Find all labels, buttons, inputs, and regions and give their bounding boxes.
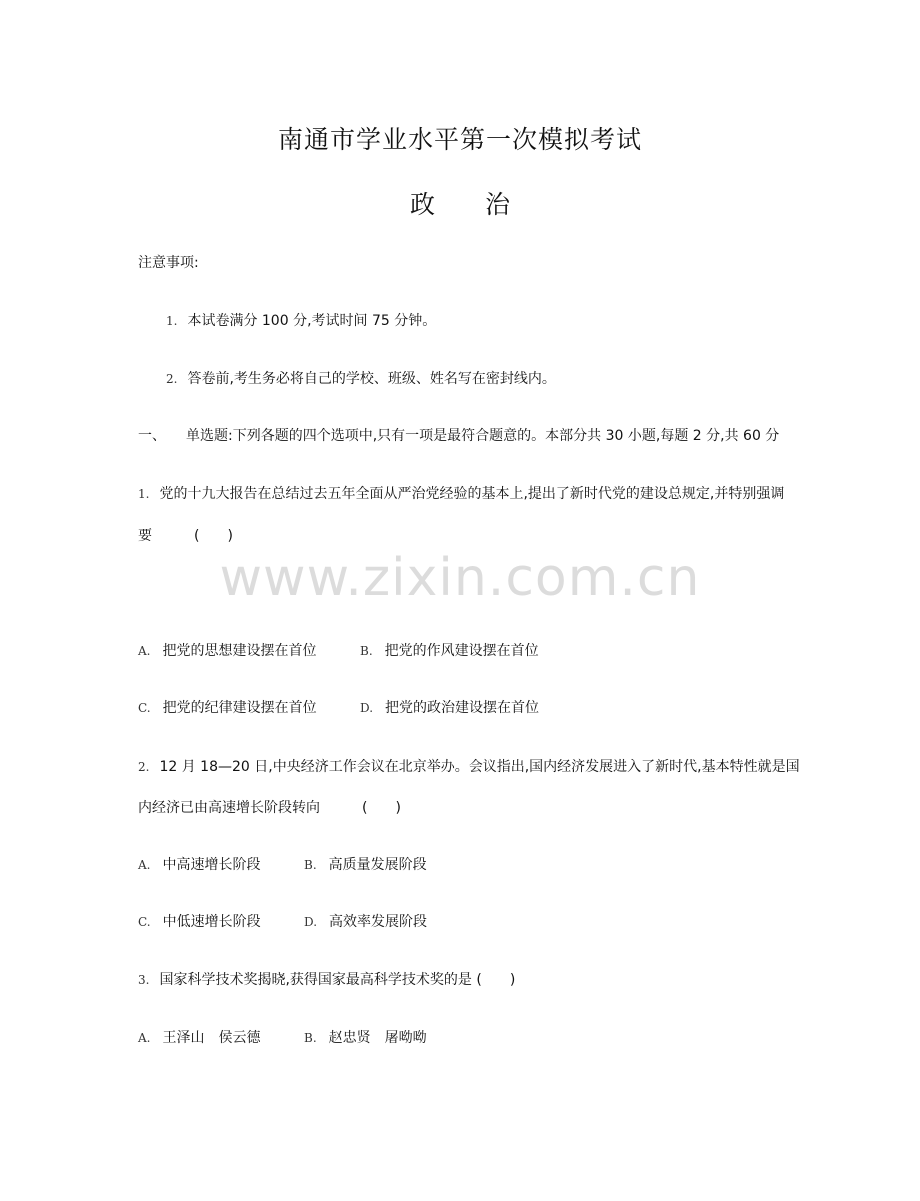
question-stem — [138, 969, 515, 989]
notice-item-text: 答卷前,考生务必将自己的学校、班级、姓名写在密封线内。 — [187, 371, 556, 387]
option-text: 把党的思想建设摆在首位 — [162, 643, 317, 659]
question-text: 国家科学技术奖揭晓,获得国家最高科学技术奖的是 ( ) — [159, 972, 516, 988]
answer-option — [304, 911, 427, 931]
option-text: 高质量发展阶段 — [328, 857, 427, 873]
section-heading — [138, 425, 779, 445]
question-text: 党的十九大报告在总结过去五年全面从严治党经验的基本上,提出了新时代党的建设总规定,并特别强调 — [159, 486, 785, 502]
option-letter: B. — [304, 858, 317, 872]
question-stem-continued — [138, 525, 233, 545]
answer-option — [138, 1027, 260, 1047]
option-text: 把党的作风建设摆在首位 — [384, 643, 539, 659]
notice-item-number: 2. — [166, 372, 178, 386]
option-text: 把党的纪律建设摆在首位 — [162, 700, 317, 716]
question-number: 3. — [138, 973, 150, 987]
notice-item-number: 1. — [166, 314, 178, 328]
question-text-continued: 内经济已由高速增长阶段转向 — [138, 800, 320, 816]
option-letter: B. — [360, 644, 373, 658]
notice-heading: 注意事项: — [138, 255, 199, 271]
watermark: www.zixin.com.cn — [219, 548, 701, 608]
question-text: 12 月 18—20 日,中央经济工作会议在北京举办。会议指出,国内经济发展进入了新时代,基本特性就是国 — [159, 759, 800, 775]
section-instructions: 单选题:下列各题的四个选项中,只有一项是最符合题意的。本部分共 30 小题,每题 2 分,共 60 分 — [186, 428, 780, 444]
notice-item-text: 本试卷满分 100 分,考试时间 75 分钟。 — [187, 313, 437, 329]
exam-title: 南通市学业水平第一次模拟考试 — [277, 125, 642, 154]
option-text: 中低速增长阶段 — [162, 914, 261, 930]
option-text: 王泽山 侯云德 — [162, 1030, 261, 1046]
option-text: 赵忠贤 屠呦呦 — [328, 1030, 427, 1046]
option-letter: C. — [138, 701, 151, 715]
option-letter: D. — [304, 915, 318, 929]
answer-option — [138, 911, 261, 931]
question-stem — [138, 756, 800, 776]
option-text: 把党的政治建设摆在首位 — [385, 700, 540, 716]
answer-option — [304, 854, 427, 874]
answer-parentheses: ( ) — [194, 528, 233, 544]
answer-option — [138, 640, 316, 660]
answer-option — [360, 640, 539, 660]
answer-option — [138, 697, 317, 717]
question-stem-continued — [138, 797, 401, 817]
option-text: 中高速增长阶段 — [162, 857, 261, 873]
notice-item — [166, 368, 556, 388]
answer-option — [138, 854, 260, 874]
option-letter: A. — [138, 858, 151, 872]
subject-title: 政治 — [409, 190, 560, 219]
question-text-continued: 要 — [138, 528, 152, 544]
option-letter: A. — [138, 644, 151, 658]
option-letter: B. — [304, 1031, 317, 1045]
option-text: 高效率发展阶段 — [329, 914, 428, 930]
question-number: 1. — [138, 487, 150, 501]
answer-parentheses: ( ) — [362, 800, 401, 816]
answer-option — [304, 1027, 427, 1047]
question-stem — [138, 483, 784, 503]
section-number: 一、 — [138, 428, 166, 444]
option-letter: A. — [138, 1031, 151, 1045]
notice-item — [166, 310, 436, 330]
option-letter: C. — [138, 915, 151, 929]
option-letter: D. — [360, 701, 374, 715]
answer-option — [360, 697, 539, 717]
question-number: 2. — [138, 760, 150, 774]
